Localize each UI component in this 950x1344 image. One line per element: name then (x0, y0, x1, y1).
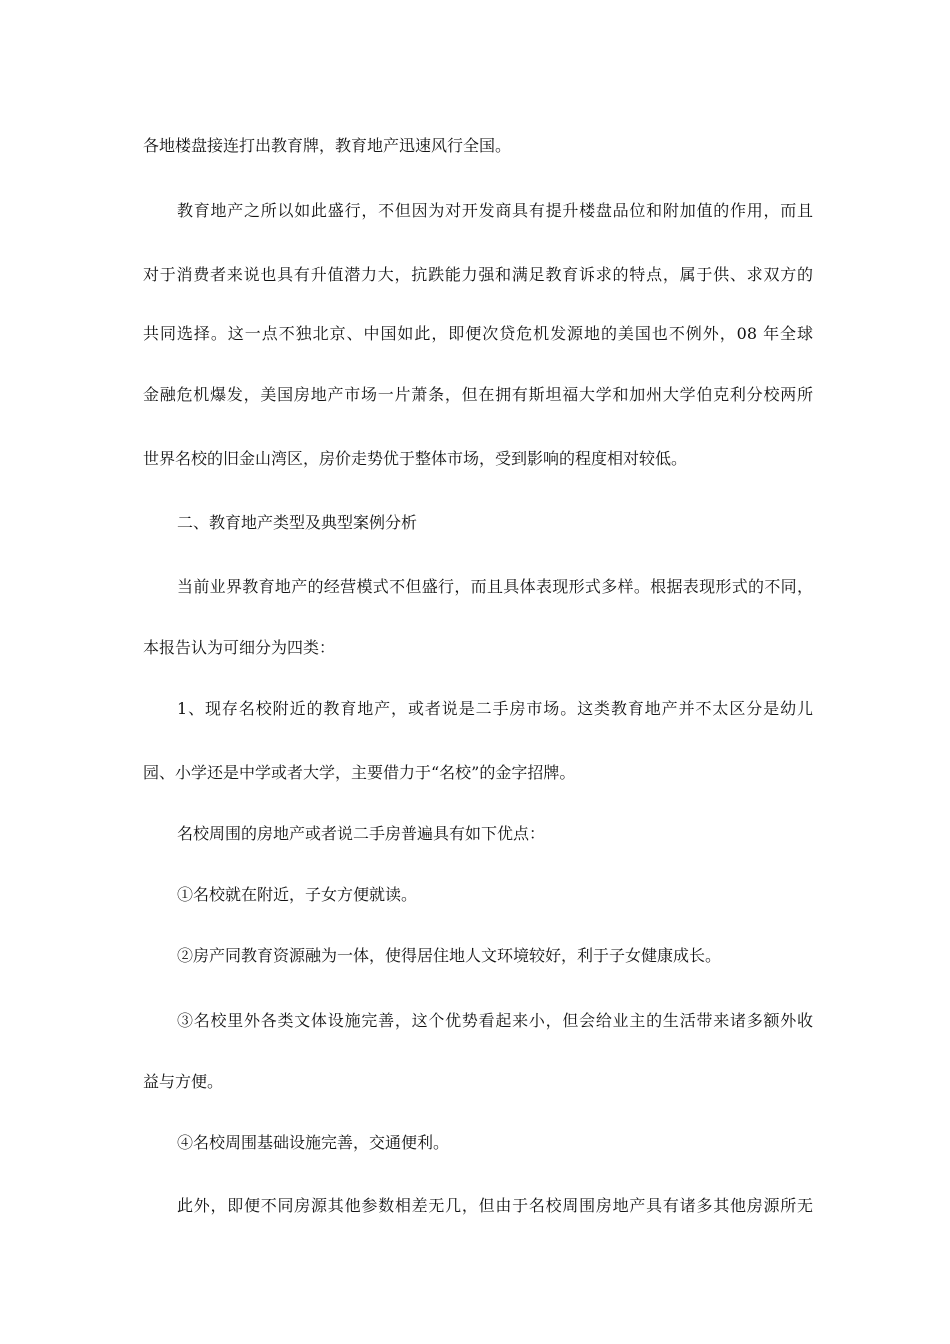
list-item: ①名校就在附近，子女方便就读。 (177, 885, 418, 904)
paragraph-line: 1、现存名校附近的教育地产，或者说是二手房市场。这类教育地产并不太区分是幼儿 (177, 699, 813, 718)
paragraph-line: 对于消费者来说也具有升值潜力大，抗跌能力强和满足教育诉求的特点，属于供、求双方的 (143, 265, 813, 284)
paragraph-line: 教育地产之所以如此盛行，不但因为对开发商具有提升楼盘品位和附加值的作用，而且 (177, 201, 813, 220)
list-item: ④名校周围基础设施完善，交通便利。 (177, 1133, 450, 1152)
paragraph-line: 金融危机爆发，美国房地产市场一片萧条，但在拥有斯坦福大学和加州大学伯克利分校两所 (143, 385, 813, 404)
list-item: ③名校里外各类文体设施完善，这个优势看起来小，但会给业主的生活带来诸多额外收 (177, 1011, 813, 1030)
paragraph-line: 当前业界教育地产的经营模式不但盛行，而且具体表现形式多样。根据表现形式的不同， (177, 577, 813, 596)
list-item-continuation: 益与方便。 (143, 1072, 224, 1091)
paragraph-line: 共同选择。这一点不独北京、中国如此，即便次贷危机发源地的美国也不例外，08 年全球 (143, 324, 813, 343)
paragraph-line: 世界名校的旧金山湾区，房价走势优于整体市场，受到影响的程度相对较低。 (143, 449, 688, 468)
paragraph-line: 此外，即便不同房源其他参数相差无几，但由于名校周围房地产具有诸多其他房源所无 (177, 1196, 813, 1215)
paragraph-line: 各地楼盘接连打出教育牌，教育地产迅速风行全国。 (143, 136, 512, 155)
paragraph-line: 名校周围的房地产或者说二手房普遍具有如下优点： (177, 824, 546, 843)
paragraph-line: 园、小学还是中学或者大学，主要借力于“名校”的金字招牌。 (143, 763, 576, 782)
list-item: ②房产同教育资源融为一体，使得居住地人文环境较好，利于子女健康成长。 (177, 946, 722, 965)
section-heading: 二、教育地产类型及典型案例分析 (177, 513, 418, 532)
paragraph-line: 本报告认为可细分为四类： (143, 638, 336, 657)
